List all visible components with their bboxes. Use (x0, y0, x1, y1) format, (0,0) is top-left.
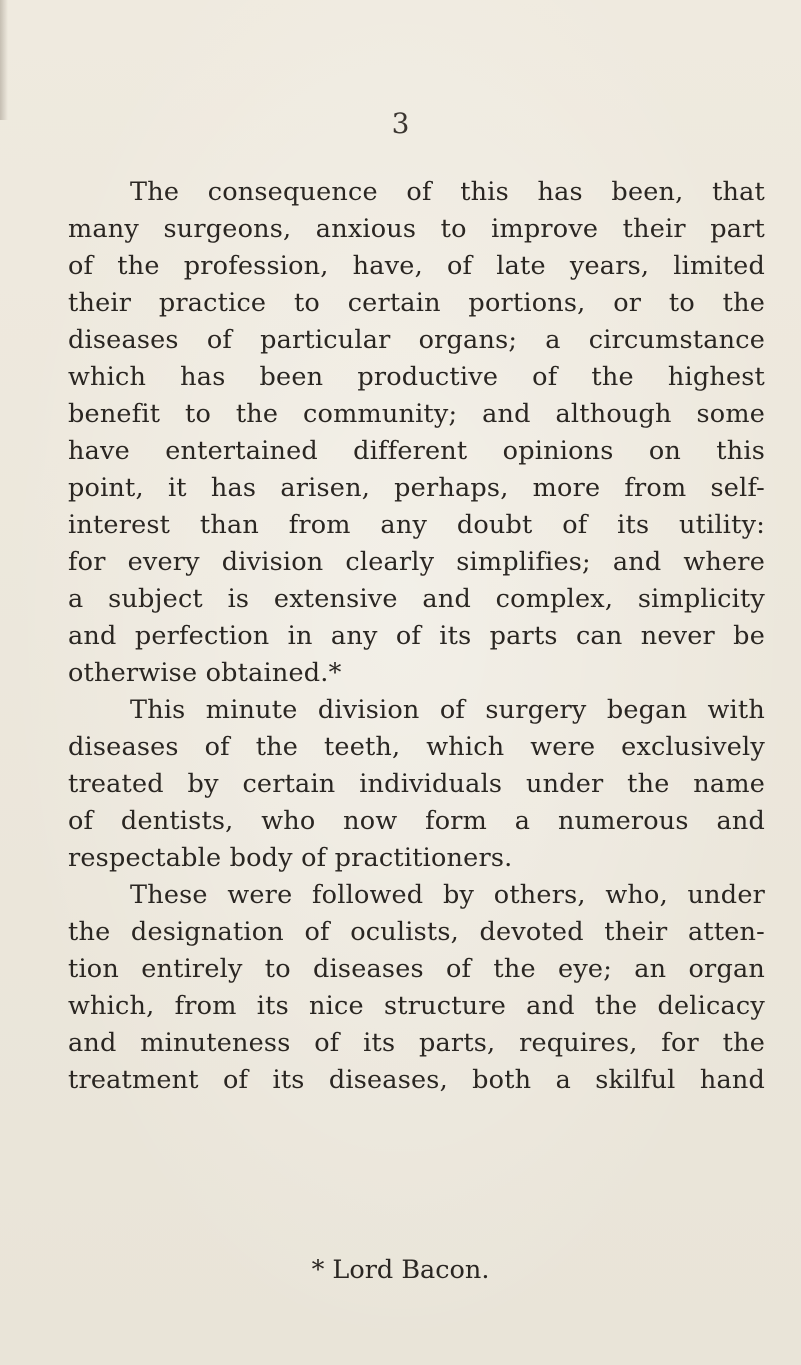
text-line: and perfection in any of its parts can never be (68, 621, 765, 651)
text-line: respectable body of practitioners. (68, 843, 513, 873)
body-text (68, 174, 765, 1099)
text-line: have entertained different opinions on this (68, 436, 765, 466)
text-line: and minuteness of its parts, requires, for the (68, 1028, 765, 1058)
text-line: interest than from any doubt of its utility: (68, 510, 765, 540)
text-line: for every division clearly simplifies; and where (68, 547, 765, 577)
text-line: diseases of particular organs; a circumstance (68, 325, 765, 355)
text-line: of the profession, have, of late years, limited (68, 251, 765, 281)
text-line: treatment of its diseases, both a skilful hand (68, 1065, 765, 1095)
text-line: a subject is extensive and complex, simplicity (68, 584, 765, 614)
text-line: tion entirely to diseases of the eye; an organ (68, 954, 765, 984)
text-line: the designation of oculists, devoted their atten- (68, 917, 765, 947)
text-line: many surgeons, anxious to improve their part (68, 214, 765, 244)
text-line: This minute division of surgery began with (130, 695, 765, 725)
footnote: * Lord Bacon. (311, 1255, 490, 1285)
text-line: These were followed by others, who, under (130, 880, 765, 910)
text-line: which has been productive of the highest (68, 362, 765, 392)
page-edge-shadow (0, 0, 8, 120)
text-line: of dentists, who now form a numerous and (68, 806, 765, 836)
text-line: point, it has arisen, perhaps, more from self- (68, 473, 765, 503)
text-line: which, from its nice structure and the delicacy (68, 991, 765, 1021)
text-line: otherwise obtained.* (68, 658, 342, 688)
text-line: benefit to the community; and although some (68, 399, 765, 429)
text-line: treated by certain individuals under the name (68, 769, 765, 799)
page-number: 3 (391, 107, 410, 140)
text-line: diseases of the teeth, which were exclusively (68, 732, 765, 762)
text-line: their practice to certain portions, or to the (68, 288, 765, 318)
text-line: The consequence of this has been, that (130, 177, 765, 207)
